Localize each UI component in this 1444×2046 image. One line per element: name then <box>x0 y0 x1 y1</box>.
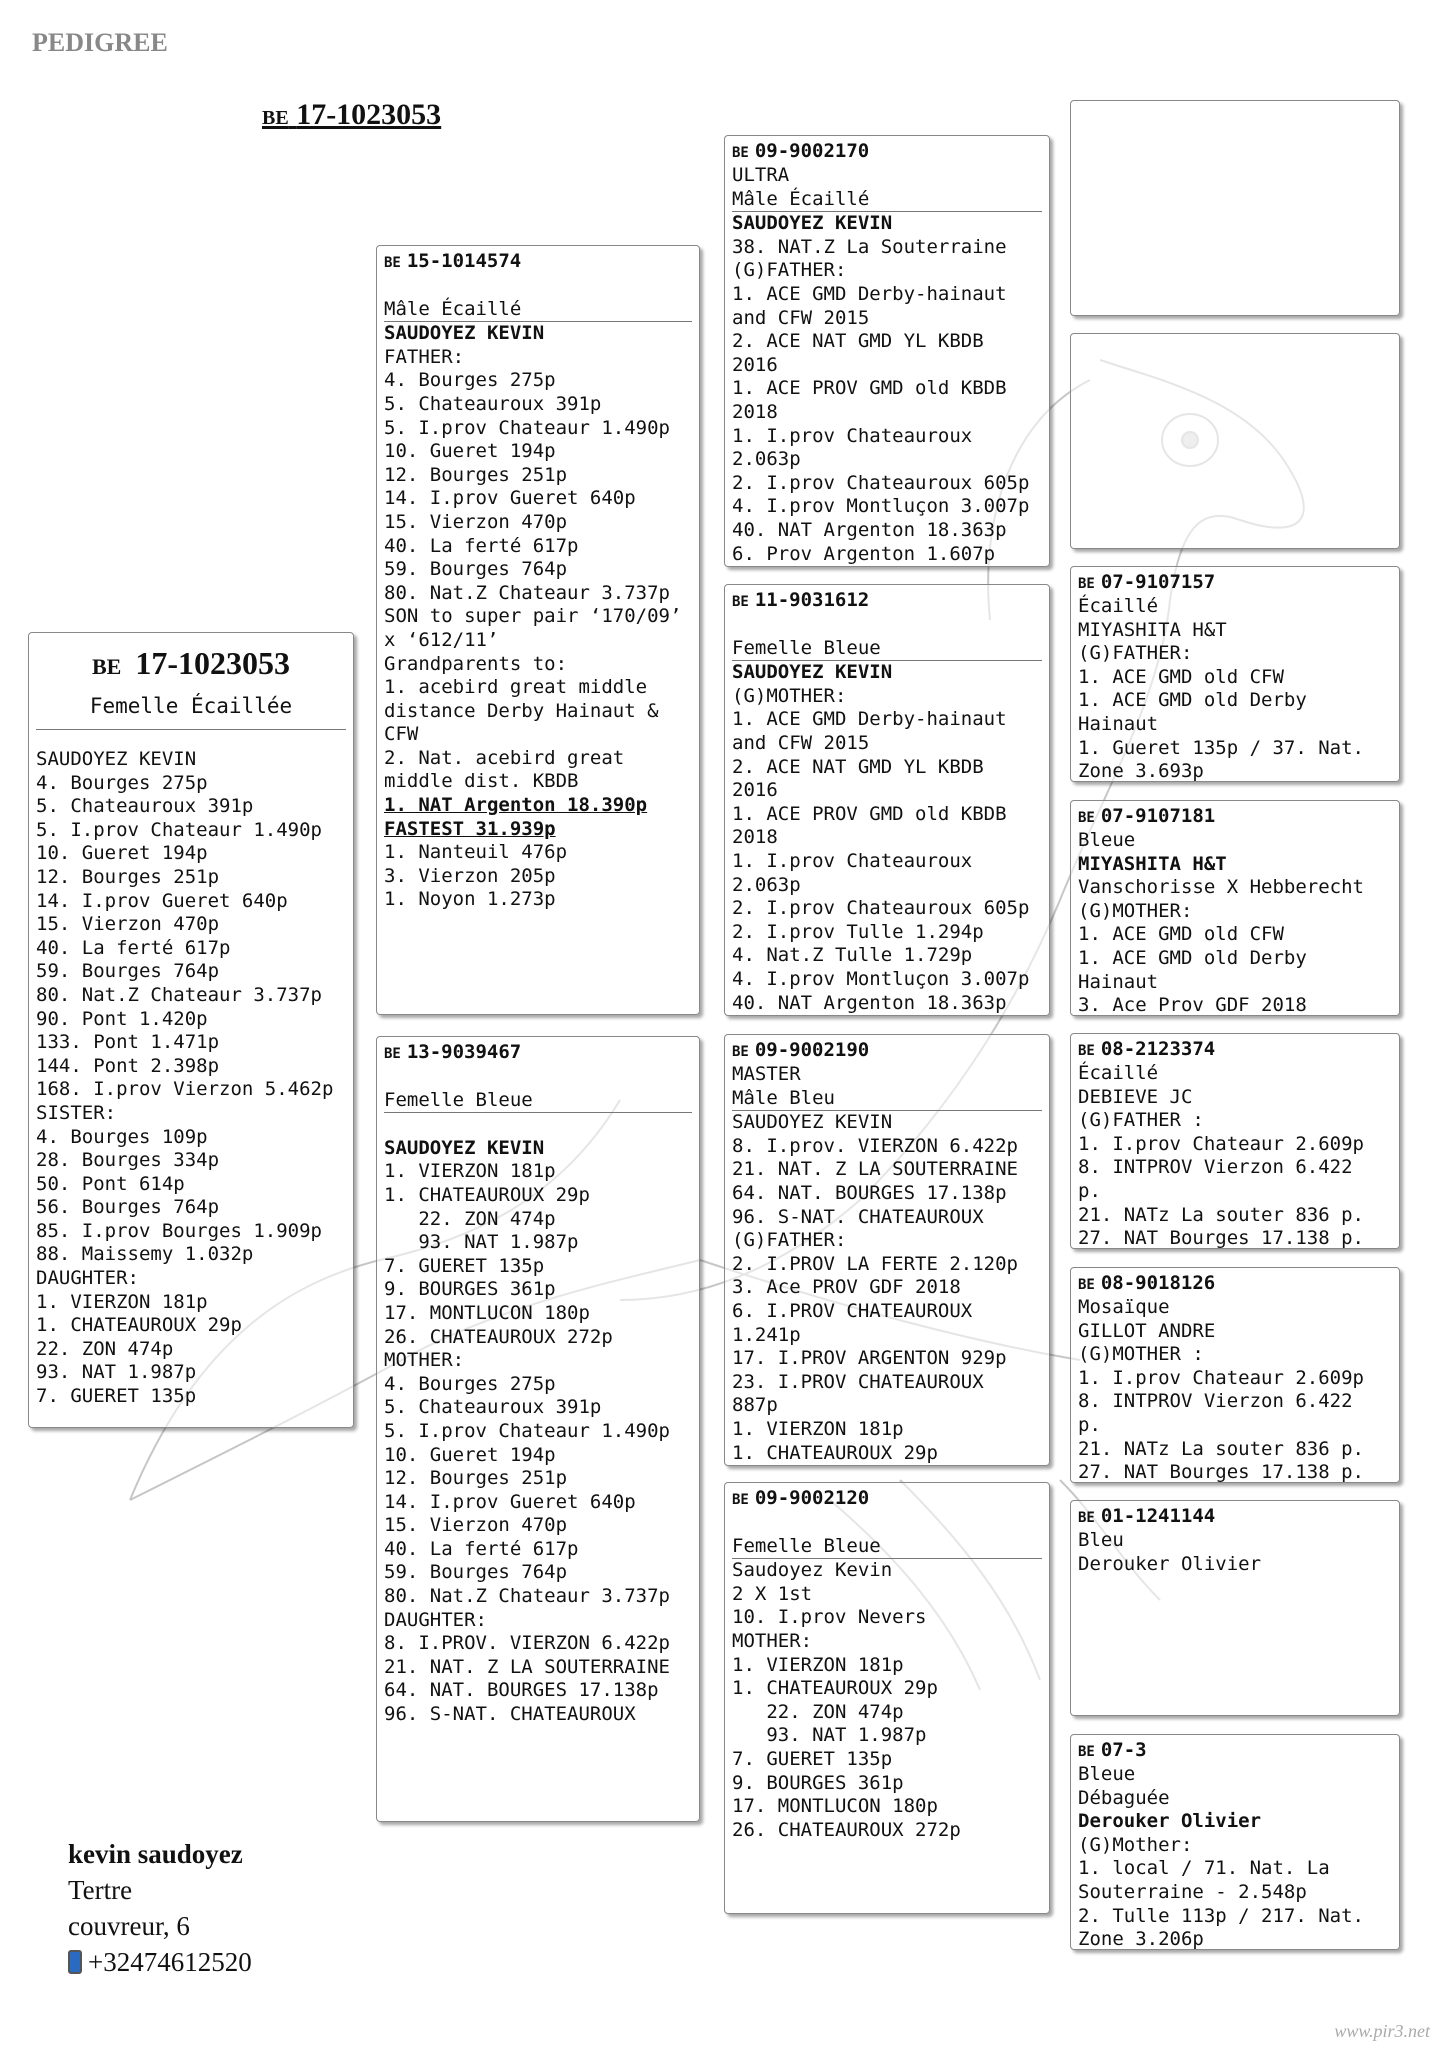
mmm-color: Bleue <box>1078 1763 1136 1785</box>
mmf-card <box>1070 1500 1400 1716</box>
result-line: 3. Ace Prov GDF 2018 <box>1078 994 1307 1016</box>
result-line: 22. ZON 474p <box>732 1700 904 1723</box>
father-sex-color: Mâle Écaillé <box>384 298 692 323</box>
fm-card <box>724 584 1050 1016</box>
mff-color: Écaillé <box>1078 1062 1159 1084</box>
result-line: (G)Mother: <box>1078 1833 1193 1856</box>
result-line: 1. CHATEAUROUX 29p <box>384 1183 590 1206</box>
result-line: 4. Bourges 275p <box>384 1372 556 1395</box>
result-line: 22. ZON 474p <box>36 1337 174 1360</box>
result-line: 59. Bourges 764p <box>384 558 568 581</box>
result-line: 10. I.prov Nevers <box>732 1606 927 1629</box>
result-line: 5. I.prov Chateaur 1.490p <box>384 416 670 439</box>
mother-results <box>384 1160 692 1726</box>
site-watermark: www.pir3.net <box>1334 2021 1430 2041</box>
mf-ring: BE 09-9002190 <box>732 1039 870 1061</box>
result-line: 12. Bourges 251p <box>384 1467 568 1490</box>
ff-card <box>724 135 1050 567</box>
mother-ring: BE 13-9039467 <box>384 1041 522 1063</box>
father-results-2 <box>384 841 692 912</box>
subject-card <box>28 632 354 1428</box>
mff-results <box>1078 1109 1392 1249</box>
result-line: 28. Bourges 334p <box>36 1149 220 1172</box>
result-line: 1. I.prov Chateaur 2.609p <box>1078 1366 1364 1389</box>
result-line: 23. I.PROV CHATEAUROUX <box>732 1370 984 1393</box>
result-line: and CFW 2015 <box>732 731 870 754</box>
mf-name: MASTER <box>732 1063 801 1085</box>
father-ring: BE 15-1014574 <box>384 250 522 272</box>
result-line: 2. I.PROV LA FERTE 2.120p <box>732 1252 1018 1275</box>
result-line: 887p <box>732 1394 778 1417</box>
result-line: 7. GUERET 135p <box>384 1254 545 1277</box>
result-line: 88. Maissemy 1.032p <box>36 1243 254 1266</box>
result-line: 1. acebird great middle <box>384 676 648 699</box>
result-line: 144. Pont 2.398p <box>36 1054 220 1077</box>
mfm-ring: BE 08-9018126 <box>1078 1272 1216 1294</box>
result-line: Souterraine - 2.548p <box>1078 1880 1307 1903</box>
result-line: 5. Chateauroux 391p <box>384 1396 602 1419</box>
owner-phone[interactable]: +32474612520 <box>88 1947 252 1977</box>
result-line: 2. I.prov Chateauroux 605p <box>732 897 1030 920</box>
result-line: 12. Bourges 251p <box>384 463 568 486</box>
mfm-color: Mosaïque <box>1078 1296 1170 1318</box>
result-line: SON to super pair ‘170/09’ <box>384 605 682 628</box>
result-line: Zone 3.693p <box>1078 760 1204 782</box>
result-line: 1. ACE GMD Derby-hainaut <box>732 708 1007 731</box>
page-title: PEDIGREE <box>32 28 168 57</box>
result-line: 93. NAT 1.987p <box>732 1724 927 1747</box>
result-line: (G)MOTHER: <box>732 684 847 707</box>
result-line: 5. Chateauroux 391p <box>384 392 602 415</box>
result-line: 1. Gueret 135p / 37. Nat. <box>1078 736 1364 759</box>
result-line: CFW <box>384 723 419 746</box>
result-line: 2016 <box>732 353 778 376</box>
fff-card <box>1070 100 1400 316</box>
mmf-breeder: Derouker Olivier <box>1078 1552 1262 1575</box>
result-line: FASTEST 31.939p <box>384 817 556 840</box>
owner-street: couvreur, 6 <box>68 1911 190 1941</box>
fmm-breeder: MIYASHITA H&T <box>1078 852 1227 875</box>
result-line: (G)FATHER: <box>732 1229 847 1252</box>
result-line: 4. I.prov Montluçon 3.007p <box>732 967 1030 990</box>
mf-sex-color: Mâle Bleu <box>732 1087 1042 1112</box>
result-line: 56. Bourges 764p <box>36 1196 220 1219</box>
result-line: (G)MOTHER : <box>1078 1343 1204 1366</box>
result-line: MOTHER: <box>732 1629 813 1652</box>
result-line: 9. BOURGES 361p <box>732 1771 904 1794</box>
result-line: 26. CHATEAUROUX 272p <box>732 1818 961 1841</box>
result-line: 4. Bourges 109p <box>36 1125 208 1148</box>
father-results <box>384 346 692 794</box>
result-line: 21. NAT. Z LA SOUTERRAINE <box>732 1158 1018 1181</box>
result-line: 1. VIERZON 181p <box>36 1290 208 1313</box>
result-line: 1. ACE PROV GMD old KBDB <box>732 802 1007 825</box>
owner-info <box>68 1836 252 1980</box>
result-line: 21. NAT. Z LA SOUTERRAINE <box>384 1655 670 1678</box>
fm-results <box>732 685 1042 1015</box>
result-line: 1. VIERZON 181p <box>732 1653 904 1676</box>
fm-sex-color: Femelle Bleue <box>732 637 1042 662</box>
result-line: 1.241p <box>732 1323 801 1346</box>
result-line: 2 X 1st <box>732 1582 813 1605</box>
result-line: 40. La ferté 617p <box>384 534 579 557</box>
mother-sex-color: Femelle Bleue <box>384 1089 692 1114</box>
result-line: DAUGHTER: <box>384 1608 487 1631</box>
subject-sex-color: Femelle Écaillée <box>36 689 346 730</box>
result-line: SISTER: <box>36 1101 117 1124</box>
father-highlight <box>384 794 692 841</box>
mm-ring: BE 09-9002120 <box>732 1487 870 1509</box>
mother-breeder: SAUDOYEZ KEVIN <box>384 1136 545 1159</box>
result-line: 7. GUERET 135p <box>36 1385 197 1408</box>
fm-ring: BE 11-9031612 <box>732 589 870 611</box>
mf-breeder: SAUDOYEZ KEVIN <box>732 1111 893 1134</box>
result-line: p. <box>1078 1413 1101 1436</box>
result-line: 40. La ferté 617p <box>36 936 231 959</box>
result-line: 38. NAT.Z La Souterraine <box>732 235 1007 258</box>
result-line: 59. Bourges 764p <box>36 960 220 983</box>
result-line: 2. Tulle 113p / 217. Nat. <box>1078 1904 1364 1927</box>
result-line: 4. Bourges 275p <box>384 369 556 392</box>
result-line: Vanschorisse X Hebberecht <box>1078 876 1364 899</box>
fmm-ring: BE 07-9107181 <box>1078 805 1216 827</box>
mm-sex-color: Femelle Bleue <box>732 1535 1042 1560</box>
fmf-breeder: MIYASHITA H&T <box>1078 618 1227 641</box>
result-line: and CFW 2015 <box>732 306 870 329</box>
mf-results <box>732 1135 1042 1465</box>
result-line: 2018 <box>732 826 778 849</box>
result-line: 93. NAT 1.987p <box>384 1231 579 1254</box>
result-line: Zone 3.206p <box>1078 1928 1204 1950</box>
result-line: 15. Vierzon 470p <box>36 913 220 936</box>
ff-breeder: SAUDOYEZ KEVIN <box>732 212 893 235</box>
result-line: (G)FATHER: <box>732 259 847 282</box>
result-line: 12. Bourges 251p <box>36 865 220 888</box>
result-line: 17. MONTLUCON 180p <box>732 1795 938 1818</box>
result-line: 2. ACE NAT GMD YL KBDB <box>732 330 984 353</box>
result-line: 168. I.prov Vierzon 5.462p <box>36 1078 334 1101</box>
result-line: 6. Prov Argenton 1.607p <box>732 542 996 565</box>
ff-ring: BE 09-9002170 <box>732 140 870 162</box>
result-line: 40. NAT Argenton 18.363p <box>732 518 1007 541</box>
mother-card <box>376 1036 700 1822</box>
result-line: 10. Gueret 194p <box>36 842 208 865</box>
mmm-card <box>1070 1734 1400 1950</box>
result-line: 80. Nat.Z Chateaur 3.737p <box>36 983 322 1006</box>
fm-breeder: SAUDOYEZ KEVIN <box>732 661 893 684</box>
result-line: FATHER: <box>384 345 465 368</box>
result-line: 14. I.prov Gueret 640p <box>384 487 636 510</box>
mmm-ring: BE 07-3 <box>1078 1739 1147 1761</box>
result-line: 14. I.prov Gueret 640p <box>384 1490 636 1513</box>
result-line: 1. VIERZON 181p <box>384 1160 556 1183</box>
result-line: 90. Pont 1.420p <box>36 1007 208 1030</box>
result-line: 64. NAT. BOURGES 17.138p <box>384 1679 659 1702</box>
result-line: 50. Pont 614p <box>36 1172 185 1195</box>
fmf-ring: BE 07-9107157 <box>1078 571 1216 593</box>
result-line: 4. I.prov Montluçon 3.007p <box>732 495 1030 518</box>
result-line: 10. Gueret 194p <box>384 440 556 463</box>
result-line: 80. Nat.Z Chateaur 3.737p <box>384 1585 670 1608</box>
fmf-color: Écaillé <box>1078 595 1159 617</box>
result-line: 3. Vierzon 205p <box>384 864 556 887</box>
father-card <box>376 245 700 1015</box>
result-line: 1. ACE PROV GMD old KBDB <box>732 377 1007 400</box>
fmf-card <box>1070 566 1400 782</box>
result-line: 40. La ferté 617p <box>384 1537 579 1560</box>
result-line: 1. Noyon 1.273p <box>384 888 556 911</box>
result-line: 4. Nat.Z Tulle 1.729p <box>732 944 973 967</box>
result-line: 80. Nat.Z Chateaur 3.737p <box>384 581 670 604</box>
result-line: 8. INTPROV Vierzon 6.422 <box>1078 1390 1353 1413</box>
result-line: 2.063p <box>732 448 801 471</box>
result-line: 1. I.prov Chateaur 2.609p <box>1078 1132 1364 1155</box>
result-line: 1. local / 71. Nat. La <box>1078 1857 1330 1880</box>
mmm-breeder: Derouker Olivier <box>1078 1810 1262 1833</box>
result-line: 96. S-NAT. CHATEAUROUX <box>384 1703 636 1726</box>
result-line: 1. CHATEAUROUX 29p <box>732 1677 938 1700</box>
fmm-color: Bleue <box>1078 829 1136 851</box>
ff-results <box>732 236 1042 566</box>
owner-name: kevin saudoyez <box>68 1839 243 1869</box>
result-line: 2. I.prov Chateauroux 605p <box>732 471 1030 494</box>
subject-ring: BE 17-1023053 <box>91 645 290 681</box>
result-line: x ‘612/11’ <box>384 628 499 651</box>
fmm-results <box>1078 876 1392 1016</box>
result-line: 1. ACE GMD old CFW <box>1078 923 1284 946</box>
result-line: 96. S-NAT. CHATEAUROUX <box>732 1205 984 1228</box>
result-line: 15. Vierzon 470p <box>384 510 568 533</box>
result-line: 5. I.prov Chateaur 1.490p <box>36 818 322 841</box>
result-line: 2018 <box>732 400 778 423</box>
result-line: 7. GUERET 135p <box>732 1747 893 1770</box>
result-line: 133. Pont 1.471p <box>36 1031 220 1054</box>
result-line: 22. ZON 474p <box>384 1207 556 1230</box>
result-line: 1. I.prov Chateauroux <box>732 424 973 447</box>
result-line: 2. I.prov Tulle 1.294p <box>732 920 984 943</box>
result-line: 5. I.prov Chateaur 1.490p <box>384 1419 670 1442</box>
result-line: SAUDOYEZ KEVIN <box>36 748 197 770</box>
mff-breeder: DEBIEVE JC <box>1078 1085 1193 1108</box>
mff-ring: BE 08-2123374 <box>1078 1038 1216 1060</box>
result-line: 8. I.PROV. VIERZON 6.422p <box>384 1632 670 1655</box>
header-ring-number: BE 17-1023053 <box>262 98 442 131</box>
result-line: distance Derby Hainaut & <box>384 699 659 722</box>
result-line: 21. NATz La souter 836 p. <box>1078 1437 1364 1460</box>
result-line: 9. BOURGES 361p <box>384 1278 556 1301</box>
ff-sex-color: Mâle Écaillé <box>732 188 1042 213</box>
fmm-card <box>1070 800 1400 1016</box>
mmf-ring: BE 01-1241144 <box>1078 1505 1216 1527</box>
result-line: 93. NAT 1.987p <box>36 1361 197 1384</box>
result-line: 5. Chateauroux 391p <box>36 795 254 818</box>
result-line: 26. CHATEAUROUX 272p <box>384 1325 613 1348</box>
result-line: 1. Nanteuil 476p <box>384 841 568 864</box>
result-line: Hainaut <box>1078 970 1159 993</box>
father-breeder: SAUDOYEZ KEVIN <box>384 322 545 345</box>
result-line: 15. Vierzon 470p <box>384 1514 568 1537</box>
mf-card <box>724 1034 1050 1466</box>
ffm-card <box>1070 333 1400 549</box>
result-line: 2. ACE NAT GMD YL KBDB <box>732 755 984 778</box>
mm-breeder: Saudoyez Kevin <box>732 1559 893 1582</box>
result-line: Hainaut <box>1078 712 1159 735</box>
result-line: 40. NAT Argenton 18.363p <box>732 991 1007 1014</box>
result-line: 8. I.prov. VIERZON 6.422p <box>732 1134 1018 1157</box>
result-line: 17. MONTLUCON 180p <box>384 1301 590 1324</box>
result-line: 3. Ace PROV GDF 2018 <box>732 1276 961 1299</box>
result-line: 27. NAT Bourges 17.138 p. <box>1078 1227 1364 1249</box>
result-line: 2. Nat. acebird great <box>384 746 625 769</box>
result-line: 85. I.prov Bourges 1.909p <box>36 1219 322 1242</box>
result-line: 1. VIERZON 181p <box>732 1417 904 1440</box>
result-line: 21. NATz La souter 836 p. <box>1078 1203 1364 1226</box>
result-line: 17. I.PROV ARGENTON 929p <box>732 1347 1007 1370</box>
subject-results <box>36 748 346 1409</box>
result-line: 6. I.PROV CHATEAUROUX <box>732 1299 973 1322</box>
mfm-breeder: GILLOT ANDRE <box>1078 1319 1216 1342</box>
result-line: DAUGHTER: <box>36 1267 139 1290</box>
result-line: 1. I.prov Chateauroux <box>732 849 973 872</box>
fmf-results <box>1078 642 1392 782</box>
result-line: 1. NAT Argenton 18.390p <box>384 794 648 817</box>
mfm-card <box>1070 1267 1400 1483</box>
mmf-color: Bleu <box>1078 1529 1124 1551</box>
result-line: Grandparents to: <box>384 652 568 675</box>
mm-card <box>724 1482 1050 1914</box>
result-line: 64. NAT. BOURGES 17.138p <box>732 1181 1007 1204</box>
mmm-results <box>1078 1834 1392 1950</box>
mm-results <box>732 1583 1042 1843</box>
mmm-note: Débaguée <box>1078 1786 1170 1809</box>
result-line: 1. CHATEAUROUX 29p <box>36 1314 242 1337</box>
result-line: 14. I.prov Gueret 640p <box>36 889 288 912</box>
result-line: (G)FATHER: <box>1078 642 1193 665</box>
mfm-results <box>1078 1343 1392 1483</box>
result-line: 4. Bourges 275p <box>36 771 208 794</box>
phone-icon <box>68 1950 82 1974</box>
result-line: 1. CHATEAUROUX 29p <box>732 1441 938 1464</box>
ff-name: ULTRA <box>732 164 790 186</box>
result-line: 27. NAT Bourges 17.138 p. <box>1078 1461 1364 1483</box>
result-line: 1. ACE GMD old CFW <box>1078 665 1284 688</box>
result-line: 1. ACE GMD old Derby <box>1078 946 1307 969</box>
result-line: (G)MOTHER: <box>1078 899 1193 922</box>
result-line: 10. Gueret 194p <box>384 1443 556 1466</box>
result-line: 2.063p <box>732 873 801 896</box>
result-line: MOTHER: <box>384 1349 465 1372</box>
mff-card <box>1070 1033 1400 1249</box>
result-line: 2016 <box>732 779 778 802</box>
result-line: 59. Bourges 764p <box>384 1561 568 1584</box>
result-line: p. <box>1078 1179 1101 1202</box>
result-line: 1. ACE GMD Derby-hainaut <box>732 282 1007 305</box>
owner-city: Tertre <box>68 1875 133 1905</box>
result-line: (G)FATHER : <box>1078 1109 1204 1132</box>
result-line: 1. ACE GMD old Derby <box>1078 689 1307 712</box>
result-line: 8. INTPROV Vierzon 6.422 <box>1078 1156 1353 1179</box>
result-line: middle dist. KBDB <box>384 770 579 793</box>
